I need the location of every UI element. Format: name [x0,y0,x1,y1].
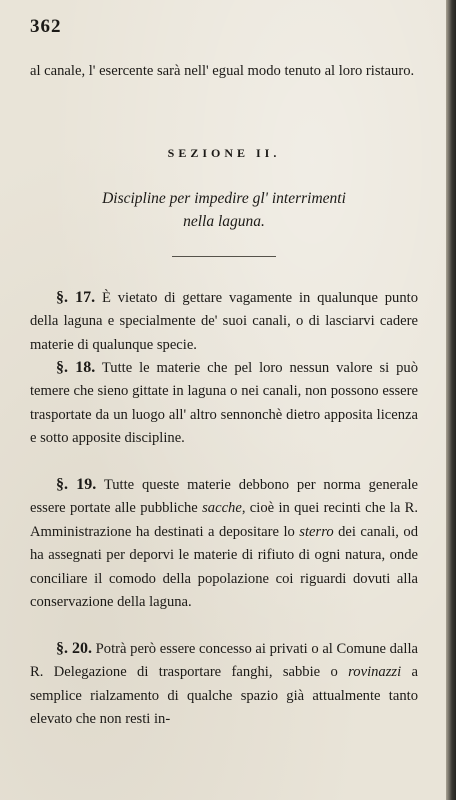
section-subtitle [30,187,418,233]
page-edge-shadow [446,0,456,800]
paragraph-20-emphasis-rovinazzi: rovinazzi [348,664,402,681]
section-heading: SEZIONE II. [167,146,281,160]
section-subtitle-line-2: nella laguna. [183,213,265,230]
section-subtitle-line-1: Discipline per impedire gl' interrimenti [102,190,346,207]
paragraph-17-text: È vietato di gettare vagamente in qualunque punto della laguna e specialmente de' suoi canali, o di lasciarvi cadere materie di qualunque specie. [30,290,418,353]
section-mark-20: §. 20. [56,640,93,657]
paragraph-18-text: Tutte le materie che pel loro nessun valore si può temere che sieno gittate in laguna o nei canali, non possono essere trasportate da un luogo all' altro sennonchè dietro apposita licenza e sotto apposite discipline. [30,360,419,447]
paragraph-19-text-a: Tutte queste materie debbono per norma generale essere portate alle pubbliche [30,477,418,517]
section-mark-17: §. 17. [56,289,96,306]
paragraph-19-emphasis-sterro: sterro [299,523,334,540]
paragraph-19-text-c: dei canali, od ha assegnati per deporvi le materie di rifiuto di ogni natura, onde conciliare il comodo della popolazione coi riguardi dovuti alla conservazione della laguna. [30,523,419,611]
paragraph-20-text-b: a semplice rialzamento di qualche spazio già attualmente tanto elevato che non resti in- [30,664,418,728]
paragraph-19 [30,473,418,614]
paragraph-17 [30,286,418,357]
page-number: 362 [30,16,62,37]
section-mark-19: §. 19. [56,476,97,493]
paragraph-18 [30,356,418,451]
section-mark-18: §. 18. [56,359,96,376]
paragraph-20-text-a: Potrà però essere concesso ai privati o al Comune dalla R. Delegazione di trasportare fanghi, sabbie o [30,641,418,681]
continuation-text: al canale, l' esercente sarà nell' egual modo tenuto al loro ristauro. [30,63,415,79]
paragraph-19-text-b: , cioè in quei recinti che la R. Amministrazione ha destinati a depositare lo [30,500,419,540]
paragraph-19-emphasis-sacche: sacche [202,500,242,517]
paragraph-20 [30,637,418,732]
section-divider-rule [172,256,276,257]
